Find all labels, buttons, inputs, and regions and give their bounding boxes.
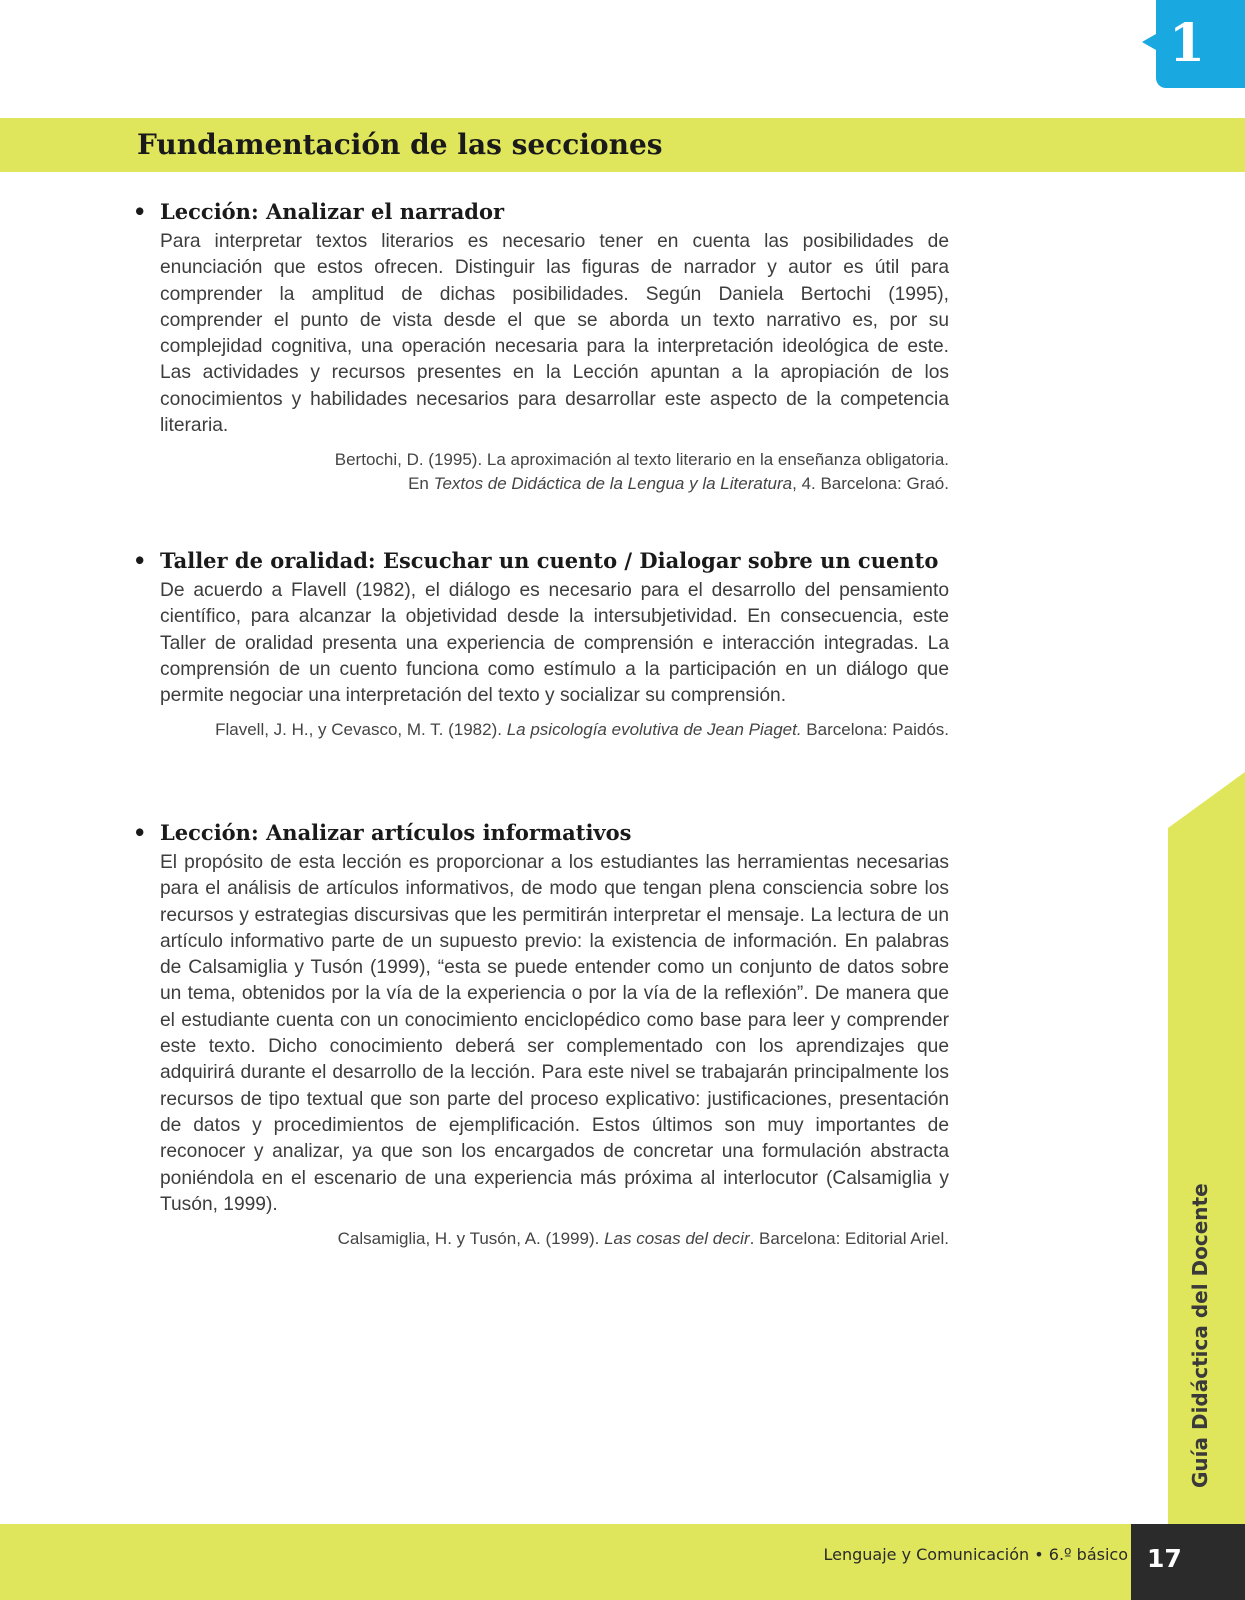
reference-prefix: En: [408, 474, 434, 494]
section-reference: [160, 1227, 949, 1251]
page-number: 17: [1147, 1544, 1182, 1573]
reference-suffix: . Barcelona: Editorial Ariel.: [749, 1229, 949, 1249]
chapter-tab: [1156, 0, 1245, 88]
reference-line-1: Bertochi, D. (1995). La aproximación al texto literario en la enseñanza obligatoria.: [334, 450, 949, 470]
footer-text: Lenguaje y Comunicación • 6.º básico: [823, 1545, 1128, 1564]
reference-suffix: Barcelona: Paidós.: [801, 720, 949, 740]
reference-suffix: , 4. Barcelona: Graó.: [792, 474, 949, 494]
section-reference: [160, 718, 949, 742]
section-heading: [133, 818, 949, 848]
reference-title: La psicología evolutiva de Jean Piaget.: [506, 720, 802, 740]
title-band: [0, 118, 1245, 172]
reference-prefix: Calsamiglia, H. y Tusón, A. (1999).: [337, 1229, 605, 1249]
page-number-box: [1131, 1524, 1245, 1600]
section-body: El propósito de esta lección es proporcionar a los estudiantes las herramientas necesarias para el análisis de artículos informativos, de modo que tengan plena consciencia sobre los recursos y estrategias discursivas que les permitirán interpretar el mensaje. La lectura de un artículo informativo parte de un supuesto previo: la existencia de información. En palabras de Calsamiglia y Tusón (1999), “esta se puede entender como un conjunto de datos sobre un tema, obtenidos por la vía de la experiencia o por la vía de la reflexión”. De manera que el estudiante cuenta con un conocimiento enciclopédico como base para leer y comprender este texto. Dicho conocimiento deberá ser complementado con los aprendizajes que adquirirá durante el desarrollo de la lección. Para este nivel se trabajarán principalmente los recursos de tipo textual que son parte del proceso explicativo: justificaciones, presentación de datos y procedimientos de ejemplificación. Estos últimos son muy importantes de reconocer y analizar, ya que son los encargados de concretar una formulación abstracta poniéndola en el escenario de una experiencia más próxima al interlocutor (Calsamiglia y Tusón, 1999).: [160, 852, 949, 1215]
reference-title: Textos de Didáctica de la Lengua y la Literatura: [433, 474, 793, 494]
section-heading: [133, 197, 949, 227]
page-title: Fundamentación de las secciones: [137, 128, 663, 161]
section-heading: [133, 546, 949, 576]
reference-title: Las cosas del decir: [604, 1229, 750, 1249]
bullet-icon: •: [133, 199, 147, 224]
bullet-icon: •: [133, 820, 147, 845]
section-body: De acuerdo a Flavell (1982), el diálogo es necesario para el desarrollo del pensamiento científico, para alcanzar la objetividad desde la intersubjetividad. En consecuencia, este Taller de oralidad presenta una experiencia de comprensión e interacción integradas. La comprensión de un cuento funciona como estímulo a la participación en un diálogo que permite negociar una interpretación del texto y socializar su comprensión.: [160, 580, 949, 707]
bullet-icon: •: [133, 548, 147, 573]
reference-prefix: Flavell, J. H., y Cevasco, M. T. (1982).: [215, 720, 507, 740]
side-label: Guía Didáctica del Docente: [1188, 1183, 1212, 1488]
section-heading-text: Lección: Analizar el narrador: [160, 199, 505, 224]
section-articulos-informativos: [133, 818, 949, 1251]
section-taller-oralidad: [133, 546, 949, 742]
section-body: Para interpretar textos literarios es necesario tener en cuenta las posibilidades de enunciación que estos ofrecen. Distinguir las figuras de narrador y autor es útil para comprender la amplitud de dichas posibilidades. Según Daniela Bertochi (1995), comprender el punto de vista desde el que se aborda un texto narrativo es, por su complejidad cognitiva, una operación necesaria para la interpretación ideológica de este. Las actividades y recursos presentes en la Lección apuntan a la apropiación de los conocimientos y habilidades necesarios para desarrollar este aspecto de la competencia literaria.: [160, 231, 949, 437]
section-heading-text: Taller de oralidad: Escuchar un cuento / Dialogar sobre un cuento: [160, 548, 939, 573]
reference-line-2: [160, 472, 949, 496]
section-reference: [160, 448, 949, 496]
section-analizar-narrador: [133, 197, 949, 496]
chapter-number: 1: [1168, 13, 1206, 74]
section-heading-text: Lección: Analizar artículos informativos: [160, 820, 632, 845]
footer: [0, 1524, 1245, 1600]
